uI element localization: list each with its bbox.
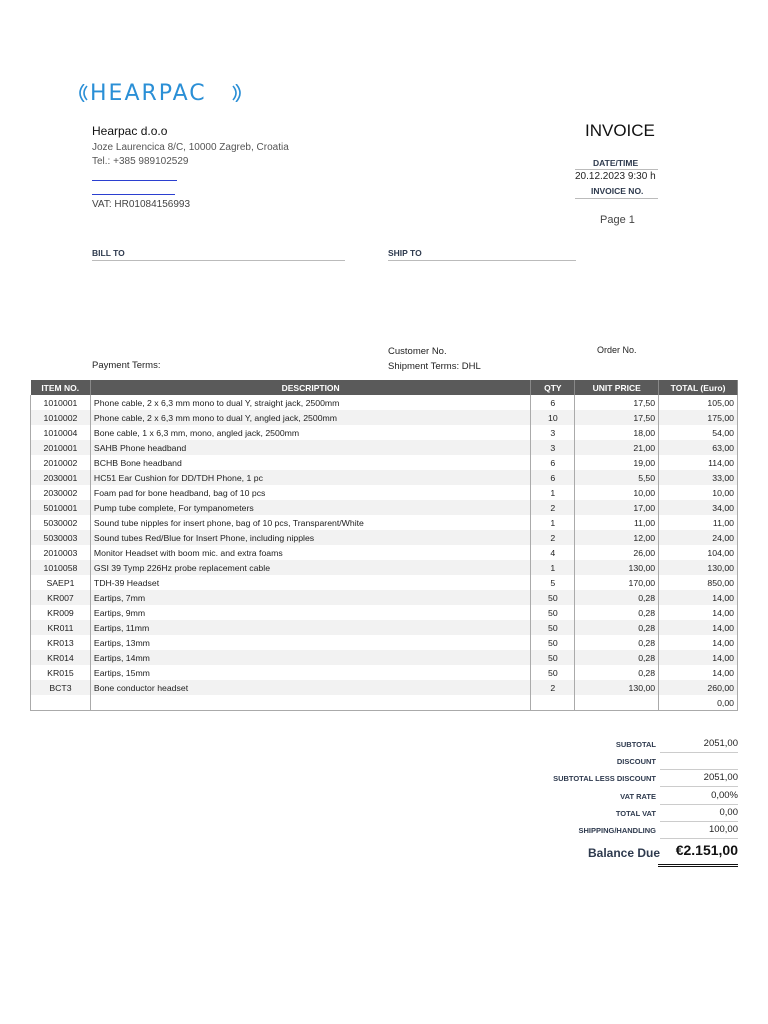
company-logo [78,80,248,106]
cell-item-no: 5030002 [31,515,91,530]
cell-description: Eartips, 15mm [90,665,530,680]
cell-unit-price: 5,50 [575,470,659,485]
ship-to-label: SHIP TO [388,248,422,258]
cell-unit-price: 26,00 [575,545,659,560]
cell-item-no: KR011 [31,620,91,635]
cell-unit-price: 130,00 [575,560,659,575]
cell-qty: 50 [531,635,575,650]
table-row [31,410,738,425]
table-row [31,680,738,695]
cell-line-total: 14,00 [659,620,738,635]
cell-description: SAHB Phone headband [90,440,530,455]
cell-qty: 3 [531,440,575,455]
cell-description: Eartips, 9mm [90,605,530,620]
cell-item-no: 2010003 [31,545,91,560]
cell-item-no [31,695,91,711]
cell-qty: 6 [531,455,575,470]
invoice-title: INVOICE [585,121,655,140]
cell-description: GSI 39 Tymp 226Hz probe replacement cable [90,560,530,575]
cell-item-no: 2030002 [31,485,91,500]
cell-qty: 6 [531,470,575,485]
cell-line-total: 114,00 [659,455,738,470]
cell-item-no: 2030001 [31,470,91,485]
table-row [31,620,738,635]
cell-qty: 3 [531,425,575,440]
totals-value: 0,00 [660,807,738,822]
cell-unit-price: 0,28 [575,635,659,650]
totals-value: 2051,00 [660,772,738,787]
cell-qty: 2 [531,530,575,545]
balance-due-label: Balance Due [588,846,661,860]
totals-row [540,736,738,753]
cell-qty: 1 [531,515,575,530]
table-row [31,605,738,620]
cell-unit-price: 0,28 [575,605,659,620]
signal-left-icon [78,84,90,102]
cell-line-total: 33,00 [659,470,738,485]
totals-row [540,788,738,805]
payment-terms-label: Payment Terms: [92,360,161,371]
cell-description: Eartips, 13mm [90,635,530,650]
cell-qty [531,695,575,711]
cell-unit-price: 17,50 [575,395,659,410]
cell-qty: 50 [531,605,575,620]
cell-description: Bone conductor headset [90,680,530,695]
bill-to-label: BILL TO [92,248,125,258]
cell-unit-price: 19,00 [575,455,659,470]
cell-qty: 50 [531,650,575,665]
totals-row [540,753,738,770]
items-table [30,380,738,711]
table-row [31,470,738,485]
cell-description: Foam pad for bone headband, bag of 10 pcs [90,485,530,500]
cell-line-total: 105,00 [659,395,738,410]
totals-value: 100,00 [660,824,738,839]
cell-description: Phone cable, 2 x 6,3 mm mono to dual Y, angled jack, 2500mm [90,410,530,425]
datetime-value: 20.12.2023 9:30 h [575,171,656,182]
table-row [31,665,738,680]
cell-item-no: 2010001 [31,440,91,455]
cell-qty: 50 [531,590,575,605]
cell-description: Phone cable, 2 x 6,3 mm mono to dual Y, straight jack, 2500mm [90,395,530,410]
table-row [31,575,738,590]
cell-qty: 2 [531,680,575,695]
totals-label: SUBTOTAL [615,740,656,749]
cell-description: Monitor Headset with boom mic. and extra foams [90,545,530,560]
cell-description: TDH-39 Headset [90,575,530,590]
cell-qty: 4 [531,545,575,560]
totals-label: VAT RATE [620,792,656,801]
cell-qty: 50 [531,620,575,635]
cell-description: Eartips, 11mm [90,620,530,635]
cell-line-total: 260,00 [659,680,738,695]
cell-item-no: KR007 [31,590,91,605]
cell-description: Bone cable, 1 x 6,3 mm, mono, angled jack, 2500mm [90,425,530,440]
cell-line-total: 14,00 [659,590,738,605]
cell-description: Eartips, 7mm [90,590,530,605]
cell-description: BCHB Bone headband [90,455,530,470]
balance-double-underline [658,866,738,867]
signal-right-icon [230,84,244,102]
table-row [31,425,738,440]
cell-line-total: 175,00 [659,410,738,425]
cell-item-no: KR014 [31,650,91,665]
cell-item-no: 5010001 [31,500,91,515]
cell-line-total: 14,00 [659,605,738,620]
cell-unit-price: 18,00 [575,425,659,440]
cell-item-no: 1010004 [31,425,91,440]
cell-qty: 5 [531,575,575,590]
table-row [31,590,738,605]
cell-line-total: 14,00 [659,665,738,680]
company-name: Hearpac d.o.o [92,124,168,138]
table-row [31,440,738,455]
cell-item-no: BCT3 [31,680,91,695]
cell-unit-price: 170,00 [575,575,659,590]
balance-underline [658,864,738,865]
table-row [31,650,738,665]
cell-item-no: KR013 [31,635,91,650]
table-row [31,560,738,575]
cell-qty: 1 [531,485,575,500]
totals-value [660,755,738,770]
cell-item-no: 1010058 [31,560,91,575]
cell-item-no: KR009 [31,605,91,620]
totals-value: 2051,00 [660,738,738,753]
cell-unit-price: 0,28 [575,665,659,680]
cell-unit-price [575,695,659,711]
totals-label: DISCOUNT [616,757,656,766]
cell-item-no: SAEP1 [31,575,91,590]
totals-row [540,822,738,839]
cell-unit-price: 12,00 [575,530,659,545]
table-row [31,695,738,711]
cell-unit-price: 0,28 [575,620,659,635]
email-link-line[interactable] [92,180,177,181]
website-link-line[interactable] [92,194,175,195]
logo-text: HEARPAC [90,81,207,106]
cell-line-total: 63,00 [659,440,738,455]
order-number-label: Order No. [597,345,637,355]
company-address: Joze Laurencica 8/C, 10000 Zagreb, Croatia [92,142,289,153]
cell-line-total: 14,00 [659,650,738,665]
col-total: TOTAL (Euro) [659,380,738,395]
shipment-terms: Shipment Terms: DHL [388,361,481,372]
table-row [31,455,738,470]
cell-description: Eartips, 14mm [90,650,530,665]
cell-item-no: 1010001 [31,395,91,410]
cell-description: HC51 Ear Cushion for DD/TDH Phone, 1 pc [90,470,530,485]
totals-label: SHIPPING/HANDLING [578,826,656,835]
cell-line-total: 850,00 [659,575,738,590]
table-header-row [31,380,738,395]
col-qty: QTY [531,380,575,395]
totals-row [540,805,738,822]
table-row [31,530,738,545]
totals-label: SUBTOTAL LESS DISCOUNT [553,774,656,783]
cell-unit-price: 17,00 [575,500,659,515]
cell-line-total: 14,00 [659,635,738,650]
cell-item-no: 1010002 [31,410,91,425]
cell-line-total: 0,00 [659,695,738,711]
cell-line-total: 130,00 [659,560,738,575]
totals-row [540,770,738,787]
datetime-label: DATE/TIME [593,158,639,168]
totals-value: 0,00% [660,790,738,805]
company-phone: Tel.: +385 989102529 [92,156,189,167]
cell-qty: 1 [531,560,575,575]
cell-unit-price: 21,00 [575,440,659,455]
page-number: Page 1 [600,214,635,226]
cell-unit-price: 17,50 [575,410,659,425]
cell-unit-price: 11,00 [575,515,659,530]
table-row [31,485,738,500]
cell-line-total: 11,00 [659,515,738,530]
table-row [31,635,738,650]
table-row [31,515,738,530]
cell-unit-price: 0,28 [575,590,659,605]
cell-line-total: 34,00 [659,500,738,515]
totals-label: TOTAL VAT [615,809,656,818]
cell-qty: 50 [531,665,575,680]
cell-line-total: 104,00 [659,545,738,560]
table-row [31,500,738,515]
table-row [31,395,738,410]
cell-qty: 2 [531,500,575,515]
cell-qty: 6 [531,395,575,410]
cell-unit-price: 130,00 [575,680,659,695]
cell-description: Sound tube nipples for insert phone, bag of 10 pcs, Transparent/White [90,515,530,530]
cell-description: Sound tubes Red/Blue for Insert Phone, including nipples [90,530,530,545]
cell-unit-price: 10,00 [575,485,659,500]
invoice-number-label: INVOICE NO. [591,186,644,196]
table-row [31,545,738,560]
cell-item-no: 2010002 [31,455,91,470]
cell-line-total: 54,00 [659,425,738,440]
col-item-no: ITEM NO. [31,380,91,395]
cell-unit-price: 0,28 [575,650,659,665]
company-vat: VAT: HR01084156993 [92,199,191,210]
col-description: DESCRIPTION [90,380,530,395]
col-unit-price: UNIT PRICE [575,380,659,395]
cell-item-no: KR015 [31,665,91,680]
cell-description: Pump tube complete, For tympanometers [90,500,530,515]
cell-qty: 10 [531,410,575,425]
cell-line-total: 24,00 [659,530,738,545]
cell-item-no: 5030003 [31,530,91,545]
cell-description [90,695,530,711]
cell-line-total: 10,00 [659,485,738,500]
balance-due-value: €2.151,00 [675,842,738,858]
customer-number-label: Customer No. [388,346,447,357]
